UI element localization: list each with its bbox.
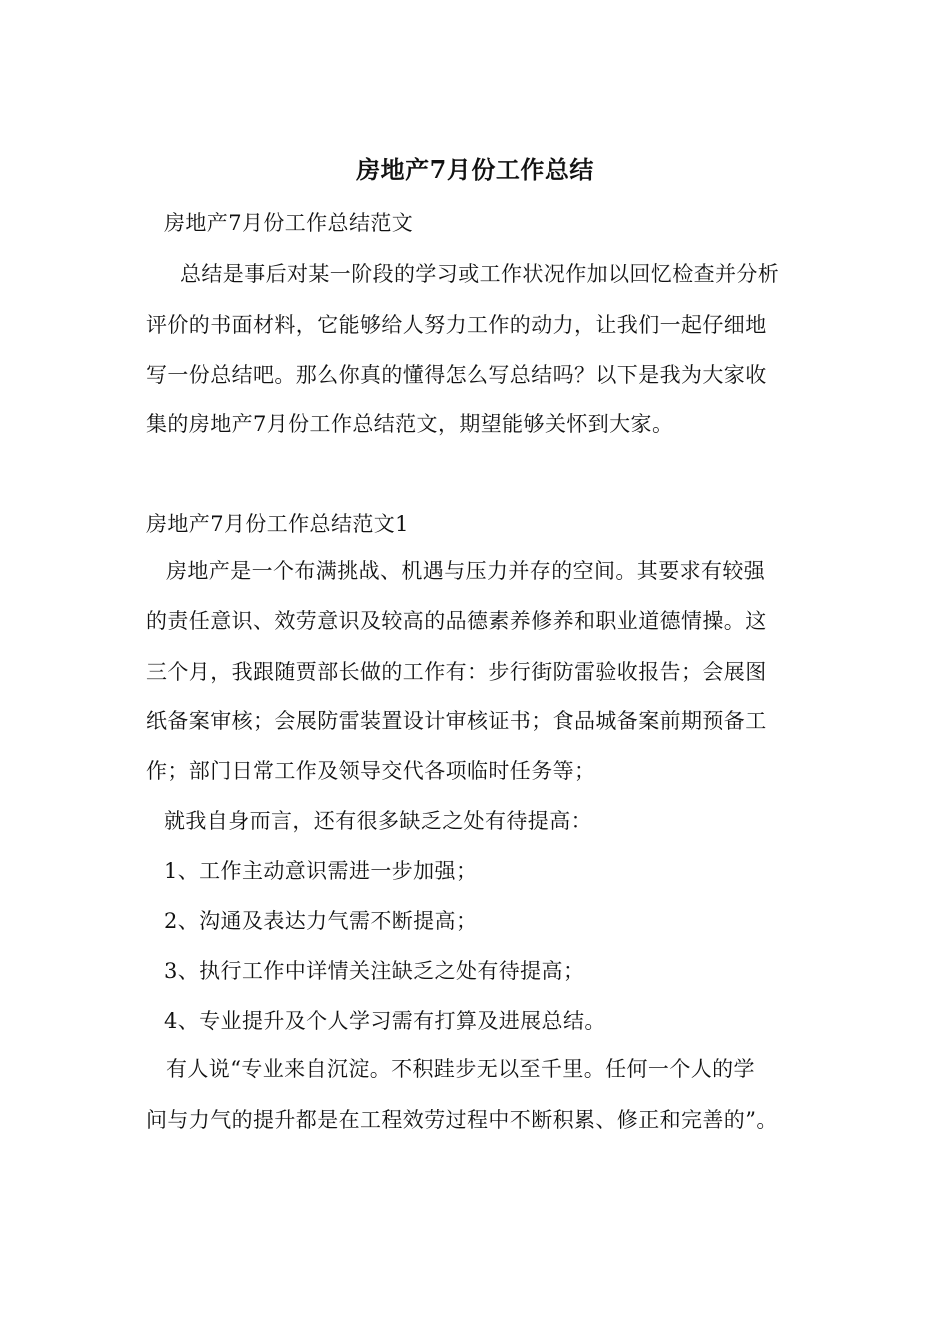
body-line-2: 的责任意识、效劳意识及较高的品德素养修养和职业道德情操。这 [146,609,767,633]
body-line-1: 房地产是一个布满挑战、机遇与压力并存的空间。其要求有较强 [166,559,766,583]
closing-line-2: 问与力气的提升都是在工程效劳过程中不断积累、修正和完善的”。 [146,1108,778,1132]
intro-line-4: 集的房地产7月份工作总结范文，期望能够关怀到大家。 [146,412,674,436]
body-line-5: 作；部门日常工作及领导交代各项临时任务等； [146,759,596,783]
intro-line-2: 评价的书面材料，它能够给人努力工作的动力，让我们一起仔细地 [146,313,767,337]
section-heading: 房地产7月份工作总结范文1 [146,512,409,536]
document-subtitle: 房地产7月份工作总结范文 [164,211,414,235]
document-title: 房地产7月份工作总结 [356,155,594,184]
list-item-3: 3、执行工作中详情关注缺乏之处有待提高； [164,959,585,983]
body-line-4: 纸备案审核；会展防雷装置设计审核证书；食品城备案前期预备工 [146,709,767,733]
closing-line-1: 有人说“专业来自沉淀。不积跬步无以至千里。任何一个人的学 [166,1057,755,1081]
intro-line-3: 写一份总结吧。那么你真的懂得怎么写总结吗？以下是我为大家收 [146,363,767,387]
self-assessment-intro: 就我自身而言，还有很多缺乏之处有待提高： [164,809,592,833]
list-item-2: 2、沟通及表达力气需不断提高； [164,909,478,933]
intro-line-1: 总结是事后对某一阶段的学习或工作状况作加以回忆检查并分析 [180,262,780,286]
list-item-4: 4、专业提升及个人学习需有打算及进展总结。 [164,1009,606,1033]
list-item-1: 1、工作主动意识需进一步加强； [164,859,478,883]
body-line-3: 三个月，我跟随贾部长做的工作有：步行街防雷验收报告；会展图 [146,660,767,684]
